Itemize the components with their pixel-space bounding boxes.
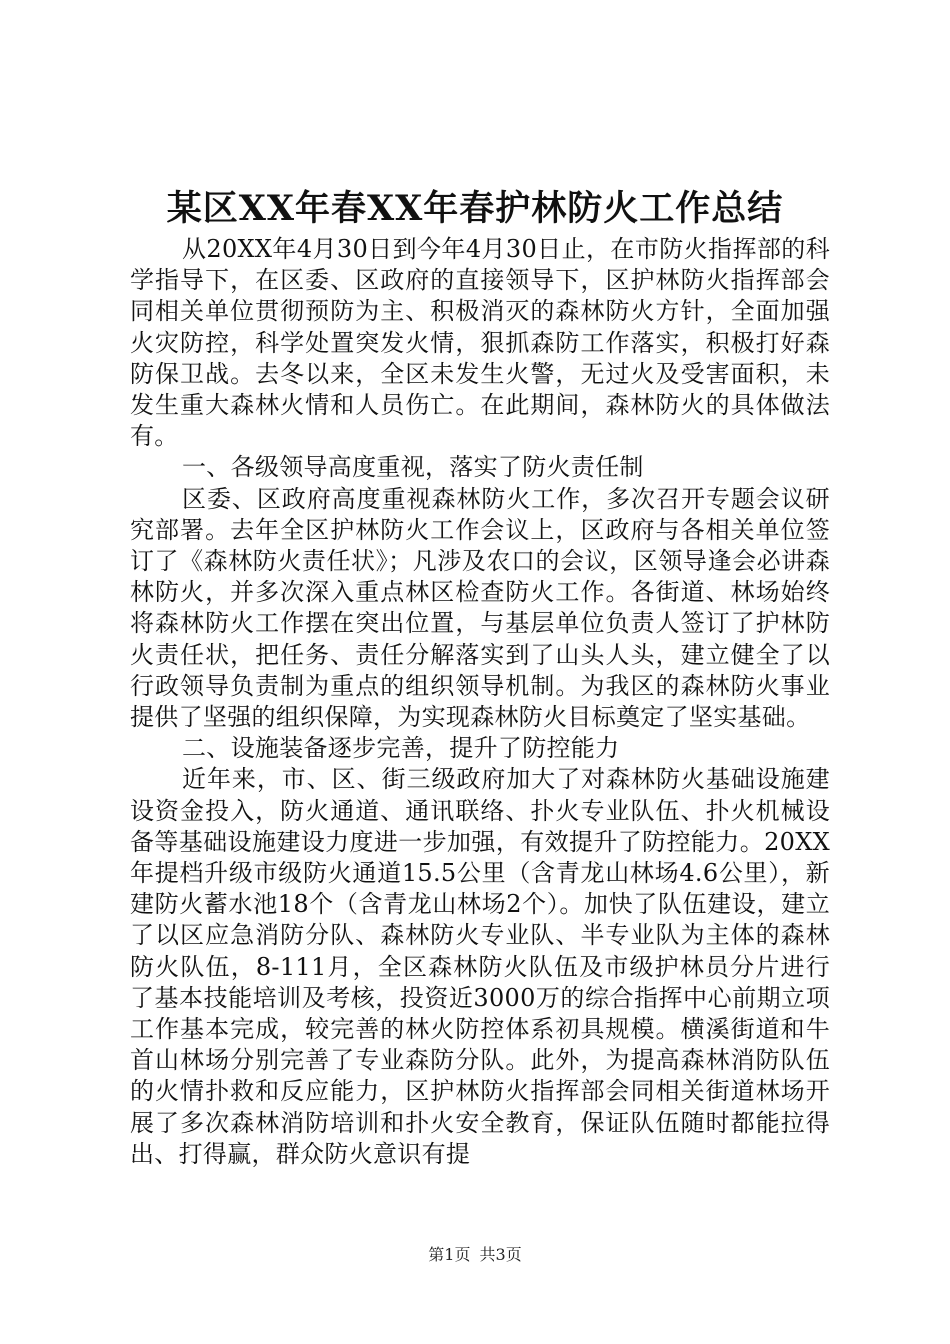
document-body <box>130 234 830 1170</box>
document-title: 某区XX年春XX年春护林防火工作总结 <box>166 188 784 229</box>
page-total: 共3页 <box>479 1245 522 1264</box>
page-number: 第1页 <box>428 1245 471 1264</box>
section-heading-1: 一、各级领导高度重视，落实了防火责任制 <box>182 453 644 482</box>
section-heading-2: 二、设施装备逐步完善，提升了防控能力 <box>182 734 620 763</box>
page-footer <box>0 1244 950 1266</box>
paragraph-intro: 从20XX年4月30日到今年4月30日止，在市防火指挥部的科学指导下，在区委、区政府的直接领导下，区护林防火指挥部会同相关单位贯彻预防为主、积极消灭的森林防火方针，全面加强火灾防控，科学处置突发火情，狠抓森防工作落实，积极打好森防保卫战。去冬以来，全区未发生火警，无过火及受害面积，未发生重大森林火情和人员伤亡。在此期间，森林防火的具体做法有。 <box>130 235 830 451</box>
paragraph-section-2: 近年来，市、区、街三级政府加大了对森林防火基础设施建设资金投入，防火通道、通讯联络、扑火专业队伍、扑火机械设备等基础设施建设力度进一步加强，有效提升了防控能力。20XX年提档升级市级防火通道15.5公里（含青龙山林场4.6公里），新建防火蓄水池18个（含青龙山林场2个）。加快了队伍建设，建立了以区应急消防分队、森林防火专业队、半专业队为主体的森林防火队伍，8-111月，全区森林防火队伍及市级护林员分片进行了基本技能培训及考核，投资近3000万的综合指挥中心前期立项工作基本完成，较完善的林火防控体系初具规模。横溪街道和牛首山林场分别完善了专业森防分队。此外，为提高森林消防队伍的火情扑救和反应能力，区护林防火指挥部会同相关街道林场开展了多次森林消防培训和扑火安全教育，保证队伍随时都能拉得出、打得赢，群众防火意识有提 <box>130 765 830 1168</box>
paragraph-section-1: 区委、区政府高度重视森林防火工作，多次召开专题会议研究部署。去年全区护林防火工作会议上，区政府与各相关单位签订了《森林防火责任状》；凡涉及农口的会议，区领导逢会必讲森林防火，并多次深入重点林区检查防火工作。各街道、林场始终将森林防火工作摆在突出位置，与基层单位负责人签订了护林防火责任状，把任务、责任分解落实到了山头人头，建立健全了以行政领导负责制为重点的组织领导机制。为我区的森林防火事业提供了坚强的组织保障，为实现森林防火目标奠定了坚实基础。 <box>130 484 830 732</box>
